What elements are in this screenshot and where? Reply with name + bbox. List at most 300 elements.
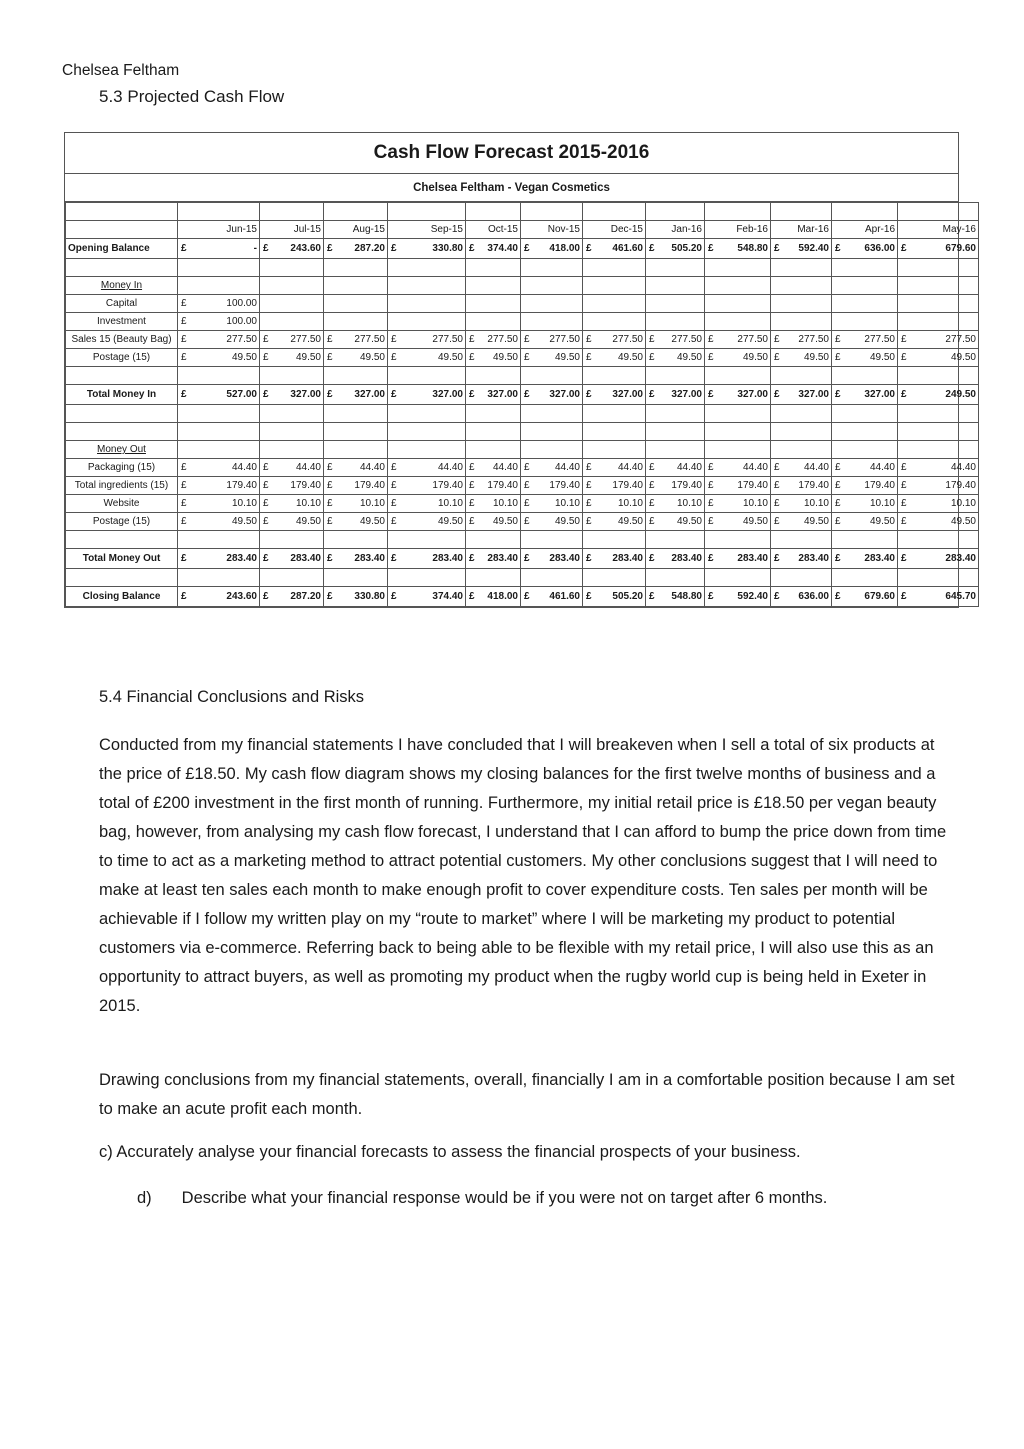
cell-amount: 10.10 xyxy=(492,498,518,509)
cell-content xyxy=(326,386,385,403)
row-label: Closing Balance xyxy=(66,587,178,607)
cell-content xyxy=(773,513,829,530)
value-cell xyxy=(583,569,646,587)
currency-symbol: £ xyxy=(391,389,397,400)
table-row xyxy=(66,549,979,569)
cell-amount: 327.00 xyxy=(549,389,580,400)
cell-amount: 461.60 xyxy=(549,591,580,602)
sheet-title: Cash Flow Forecast 2015-2016 xyxy=(65,133,958,174)
cell-content xyxy=(648,349,702,366)
cell-amount: 283.40 xyxy=(432,553,463,564)
table-row xyxy=(66,495,979,513)
cell-content xyxy=(900,240,976,257)
value-cell xyxy=(771,349,832,367)
cell-content xyxy=(585,459,643,476)
currency-symbol: £ xyxy=(774,334,780,345)
currency-symbol: £ xyxy=(708,498,714,509)
cell-content xyxy=(648,386,702,403)
cell-content xyxy=(523,386,580,403)
value-cell xyxy=(178,259,260,277)
value-cell xyxy=(178,459,260,477)
cell-amount: 327.00 xyxy=(487,389,518,400)
cell-content xyxy=(468,495,518,512)
value-cell xyxy=(646,531,705,549)
value-cell xyxy=(832,239,898,259)
currency-symbol: £ xyxy=(469,352,475,363)
cell-amount: 10.10 xyxy=(359,498,385,509)
value-cell xyxy=(521,295,583,313)
cell-amount: 277.50 xyxy=(737,334,768,345)
currency-symbol: £ xyxy=(901,389,907,400)
value-cell xyxy=(324,549,388,569)
value-cell xyxy=(521,569,583,587)
cell-content xyxy=(468,550,518,567)
row-label xyxy=(66,531,178,549)
currency-symbol: £ xyxy=(649,352,655,363)
value-cell xyxy=(898,587,979,607)
cell-content xyxy=(180,349,257,366)
cell-content xyxy=(648,477,702,494)
cell-content xyxy=(773,588,829,605)
currency-symbol: £ xyxy=(835,480,841,491)
question-d xyxy=(137,1189,827,1208)
currency-symbol: £ xyxy=(263,352,269,363)
value-cell xyxy=(898,531,979,549)
value-cell xyxy=(324,513,388,531)
cell-amount: 418.00 xyxy=(549,243,580,254)
currency-symbol: £ xyxy=(469,480,475,491)
month-header-row xyxy=(66,221,979,239)
currency-symbol: £ xyxy=(774,480,780,491)
value-cell xyxy=(178,587,260,607)
cell-content xyxy=(262,477,321,494)
cell-amount: 277.50 xyxy=(945,334,976,345)
empty-cell xyxy=(646,203,705,221)
currency-symbol: £ xyxy=(901,591,907,602)
cell-content xyxy=(326,240,385,257)
cell-amount: 330.80 xyxy=(354,591,385,602)
value-cell xyxy=(898,405,979,423)
value-cell xyxy=(583,239,646,259)
value-cell xyxy=(583,477,646,495)
currency-symbol: £ xyxy=(649,462,655,473)
value-cell xyxy=(898,569,979,587)
value-cell xyxy=(832,277,898,295)
cell-content xyxy=(468,240,518,257)
cell-amount: 49.50 xyxy=(803,352,829,363)
cell-content xyxy=(390,240,463,257)
cell-content xyxy=(468,513,518,530)
cell-content xyxy=(585,477,643,494)
currency-symbol: £ xyxy=(391,516,397,527)
currency-symbol: £ xyxy=(327,389,333,400)
value-cell xyxy=(324,569,388,587)
table-row xyxy=(66,531,979,549)
value-cell xyxy=(260,495,324,513)
empty-cell xyxy=(388,203,466,221)
cell-content xyxy=(390,513,463,530)
cell-amount: 49.50 xyxy=(950,352,976,363)
cell-amount: 179.40 xyxy=(612,480,643,491)
cell-amount: 505.20 xyxy=(671,243,702,254)
cell-content xyxy=(834,588,895,605)
value-cell xyxy=(466,423,521,441)
cell-amount: 49.50 xyxy=(437,516,463,527)
currency-symbol: £ xyxy=(708,352,714,363)
cell-content xyxy=(834,550,895,567)
value-cell xyxy=(260,405,324,423)
cell-amount: 283.40 xyxy=(737,553,768,564)
currency-symbol: £ xyxy=(181,243,187,254)
value-cell xyxy=(898,423,979,441)
cell-content xyxy=(834,513,895,530)
cell-content xyxy=(773,477,829,494)
currency-symbol: £ xyxy=(327,516,333,527)
cell-content xyxy=(468,477,518,494)
value-cell xyxy=(324,423,388,441)
row-label: Total Money In xyxy=(66,385,178,405)
value-cell xyxy=(898,295,979,313)
currency-symbol: £ xyxy=(391,352,397,363)
value-cell xyxy=(388,569,466,587)
row-label: Sales 15 (Beauty Bag) xyxy=(66,331,178,349)
cell-amount: 49.50 xyxy=(742,352,768,363)
cell-content xyxy=(707,588,768,605)
cell-amount: 374.40 xyxy=(432,591,463,602)
value-cell xyxy=(178,405,260,423)
cell-content xyxy=(900,331,976,348)
cell-content xyxy=(523,331,580,348)
spacer-row xyxy=(66,203,979,221)
cell-amount: 49.50 xyxy=(437,352,463,363)
cell-content xyxy=(585,550,643,567)
currency-symbol: £ xyxy=(181,498,187,509)
cell-content xyxy=(707,349,768,366)
currency-symbol: £ xyxy=(181,516,187,527)
currency-symbol: £ xyxy=(524,516,530,527)
row-label: Capital xyxy=(66,295,178,313)
cell-content xyxy=(900,477,976,494)
value-cell xyxy=(705,549,771,569)
cell-content xyxy=(326,459,385,476)
currency-symbol: £ xyxy=(708,334,714,345)
cell-content xyxy=(773,240,829,257)
value-cell xyxy=(832,331,898,349)
row-label xyxy=(66,569,178,587)
value-cell xyxy=(583,495,646,513)
table-row xyxy=(66,239,979,259)
cell-amount: 277.50 xyxy=(864,334,895,345)
value-cell xyxy=(466,313,521,331)
value-cell xyxy=(583,513,646,531)
value-cell xyxy=(388,349,466,367)
author-name: Chelsea Feltham xyxy=(62,62,180,79)
value-cell xyxy=(466,367,521,385)
cell-content xyxy=(773,459,829,476)
cell-content xyxy=(648,240,702,257)
cell-amount: 418.00 xyxy=(487,591,518,602)
cell-amount: 179.40 xyxy=(226,480,257,491)
cell-content xyxy=(834,331,895,348)
cell-amount: 49.50 xyxy=(231,352,257,363)
row-label: Opening Balance xyxy=(66,239,178,259)
cell-content xyxy=(900,513,976,530)
value-cell xyxy=(521,239,583,259)
value-cell xyxy=(260,331,324,349)
cell-content xyxy=(834,240,895,257)
cell-content xyxy=(326,588,385,605)
value-cell xyxy=(705,313,771,331)
cell-amount: 179.40 xyxy=(945,480,976,491)
cell-amount: 327.00 xyxy=(671,389,702,400)
cell-content xyxy=(523,495,580,512)
currency-symbol: £ xyxy=(391,498,397,509)
currency-symbol: £ xyxy=(391,480,397,491)
currency-symbol: £ xyxy=(263,591,269,602)
currency-symbol: £ xyxy=(524,553,530,564)
table-row xyxy=(66,459,979,477)
month-header: Apr-16 xyxy=(832,221,898,239)
value-cell xyxy=(583,331,646,349)
currency-symbol: £ xyxy=(469,553,475,564)
currency-symbol: £ xyxy=(524,591,530,602)
cell-amount: 179.40 xyxy=(290,480,321,491)
currency-symbol: £ xyxy=(835,516,841,527)
cell-amount: 100.00 xyxy=(226,316,257,327)
cell-amount: 44.40 xyxy=(231,462,257,473)
value-cell xyxy=(521,405,583,423)
cell-content xyxy=(523,349,580,366)
value-cell xyxy=(832,441,898,459)
cell-amount: 283.40 xyxy=(290,553,321,564)
value-cell xyxy=(178,277,260,295)
value-cell xyxy=(583,531,646,549)
cell-amount: 179.40 xyxy=(671,480,702,491)
currency-symbol: £ xyxy=(649,334,655,345)
value-cell xyxy=(178,313,260,331)
value-cell xyxy=(324,259,388,277)
value-cell xyxy=(324,459,388,477)
currency-symbol: £ xyxy=(391,553,397,564)
summary-paragraph: Drawing conclusions from my financial statements, overall, financially I am in a comfortable position because I am set to make an acute profit each month. xyxy=(99,1071,955,1118)
currency-symbol: £ xyxy=(586,389,592,400)
cell-amount: 287.20 xyxy=(354,243,385,254)
cell-amount: 277.50 xyxy=(354,334,385,345)
value-cell xyxy=(178,295,260,313)
value-cell xyxy=(898,349,979,367)
currency-symbol: £ xyxy=(586,498,592,509)
value-cell xyxy=(771,587,832,607)
cell-amount: 592.40 xyxy=(737,591,768,602)
currency-symbol: £ xyxy=(774,498,780,509)
value-cell xyxy=(646,423,705,441)
value-cell xyxy=(260,477,324,495)
cell-amount: 679.60 xyxy=(864,591,895,602)
cell-amount: 327.00 xyxy=(432,389,463,400)
empty-cell xyxy=(260,203,324,221)
cell-content xyxy=(180,495,257,512)
value-cell xyxy=(521,423,583,441)
value-cell xyxy=(646,587,705,607)
currency-symbol: £ xyxy=(469,334,475,345)
cell-amount: 679.60 xyxy=(945,243,976,254)
value-cell xyxy=(832,295,898,313)
currency-symbol: £ xyxy=(835,389,841,400)
cell-content xyxy=(773,386,829,403)
month-header: Mar-16 xyxy=(771,221,832,239)
currency-symbol: £ xyxy=(263,243,269,254)
currency-symbol: £ xyxy=(181,462,187,473)
currency-symbol: £ xyxy=(327,480,333,491)
value-cell xyxy=(832,259,898,277)
currency-symbol: £ xyxy=(649,591,655,602)
currency-symbol: £ xyxy=(263,480,269,491)
currency-symbol: £ xyxy=(524,389,530,400)
row-label: Total ingredients (15) xyxy=(66,477,178,495)
currency-symbol: £ xyxy=(181,334,187,345)
value-cell xyxy=(646,295,705,313)
value-cell xyxy=(521,277,583,295)
value-cell xyxy=(324,295,388,313)
conclusions-paragraph: Conducted from my financial statements I have concluded that I will breakeven when I sell a total of six products at the price of £18.50. My cash flow diagram shows my closing balances for the first twelve months of business and a total of £200 investment in the first month of running. Furthermore, my initial retail price is £18.50 per vegan beauty bag, however, from analysing my cash flow forecast, I understand that I can afford to bump the price down from time to time to act as a marketing method to attract potential customers. My other conclusions suggest that I will need to make at least ten sales each month to make enough profit to cover expenditure costs. Ten sales per month will be achievable if I follow my written play on my “route to market” where I will be marketing my product to potential customers via e-commerce. Referring back to being able to be flexible with my retail price, I will also use this as an opportunity to attract buyers, as well as promoting my product when the rugby world cup is being held in Exeter in 2015. xyxy=(99,736,947,1015)
value-cell xyxy=(705,331,771,349)
cell-content xyxy=(326,331,385,348)
value-cell xyxy=(583,405,646,423)
value-cell xyxy=(705,531,771,549)
cell-amount: 49.50 xyxy=(869,352,895,363)
currency-symbol: £ xyxy=(524,462,530,473)
value-cell xyxy=(832,569,898,587)
currency-symbol: £ xyxy=(524,243,530,254)
value-cell xyxy=(178,569,260,587)
cell-amount: 10.10 xyxy=(742,498,768,509)
value-cell xyxy=(324,367,388,385)
cell-content xyxy=(773,495,829,512)
month-header: Dec-15 xyxy=(583,221,646,239)
currency-symbol: £ xyxy=(181,298,187,309)
value-cell xyxy=(178,239,260,259)
value-cell xyxy=(260,349,324,367)
value-cell xyxy=(324,349,388,367)
value-cell xyxy=(324,477,388,495)
value-cell xyxy=(771,277,832,295)
value-cell xyxy=(898,367,979,385)
value-cell xyxy=(466,385,521,405)
value-cell xyxy=(324,239,388,259)
currency-symbol: £ xyxy=(901,334,907,345)
cell-amount: 44.40 xyxy=(359,462,385,473)
value-cell xyxy=(178,441,260,459)
value-cell xyxy=(771,531,832,549)
value-cell xyxy=(898,549,979,569)
currency-symbol: £ xyxy=(649,516,655,527)
value-cell xyxy=(705,513,771,531)
cell-content xyxy=(390,550,463,567)
value-cell xyxy=(898,385,979,405)
value-cell xyxy=(178,367,260,385)
value-cell xyxy=(521,495,583,513)
value-cell xyxy=(583,587,646,607)
value-cell xyxy=(388,549,466,569)
value-cell xyxy=(521,587,583,607)
value-cell xyxy=(771,477,832,495)
cell-content xyxy=(326,349,385,366)
cell-content xyxy=(585,495,643,512)
value-cell xyxy=(521,385,583,405)
cell-content xyxy=(900,495,976,512)
cell-amount: 283.40 xyxy=(671,553,702,564)
currency-symbol: £ xyxy=(835,591,841,602)
cell-content xyxy=(180,331,257,348)
value-cell xyxy=(466,459,521,477)
cell-amount: 179.40 xyxy=(487,480,518,491)
table-row xyxy=(66,367,979,385)
value-cell xyxy=(260,385,324,405)
cell-content xyxy=(648,588,702,605)
value-cell xyxy=(705,385,771,405)
cell-amount: 277.50 xyxy=(432,334,463,345)
currency-symbol: £ xyxy=(901,352,907,363)
value-cell xyxy=(521,441,583,459)
value-cell xyxy=(178,385,260,405)
value-cell xyxy=(646,367,705,385)
cell-content xyxy=(900,459,976,476)
cell-content xyxy=(707,550,768,567)
value-cell xyxy=(521,459,583,477)
currency-symbol: £ xyxy=(181,316,187,327)
currency-symbol: £ xyxy=(469,389,475,400)
empty-cell xyxy=(771,203,832,221)
value-cell xyxy=(178,513,260,531)
cell-amount: 10.10 xyxy=(617,498,643,509)
value-cell xyxy=(521,367,583,385)
value-cell xyxy=(646,239,705,259)
value-cell xyxy=(583,313,646,331)
value-cell xyxy=(388,459,466,477)
value-cell xyxy=(771,569,832,587)
value-cell xyxy=(705,239,771,259)
currency-symbol: £ xyxy=(263,334,269,345)
empty-cell xyxy=(705,203,771,221)
cell-amount: 179.40 xyxy=(737,480,768,491)
value-cell xyxy=(832,513,898,531)
value-cell xyxy=(832,349,898,367)
cell-content xyxy=(585,588,643,605)
currency-symbol: £ xyxy=(181,480,187,491)
cell-amount: 327.00 xyxy=(737,389,768,400)
cell-content xyxy=(390,386,463,403)
cell-content xyxy=(468,459,518,476)
value-cell xyxy=(705,459,771,477)
currency-symbol: £ xyxy=(774,389,780,400)
cell-amount: 249.50 xyxy=(945,389,976,400)
currency-symbol: £ xyxy=(835,243,841,254)
cell-amount: 44.40 xyxy=(617,462,643,473)
section-heading-cash-flow: 5.3 Projected Cash Flow xyxy=(99,87,285,106)
value-cell xyxy=(771,239,832,259)
currency-symbol: £ xyxy=(586,480,592,491)
cell-content xyxy=(648,459,702,476)
value-cell xyxy=(388,259,466,277)
value-cell xyxy=(324,331,388,349)
value-cell xyxy=(646,313,705,331)
cell-content xyxy=(262,240,321,257)
currency-symbol: £ xyxy=(263,389,269,400)
currency-symbol: £ xyxy=(901,462,907,473)
value-cell xyxy=(898,239,979,259)
cash-flow-spreadsheet xyxy=(64,132,976,608)
currency-symbol: £ xyxy=(391,591,397,602)
